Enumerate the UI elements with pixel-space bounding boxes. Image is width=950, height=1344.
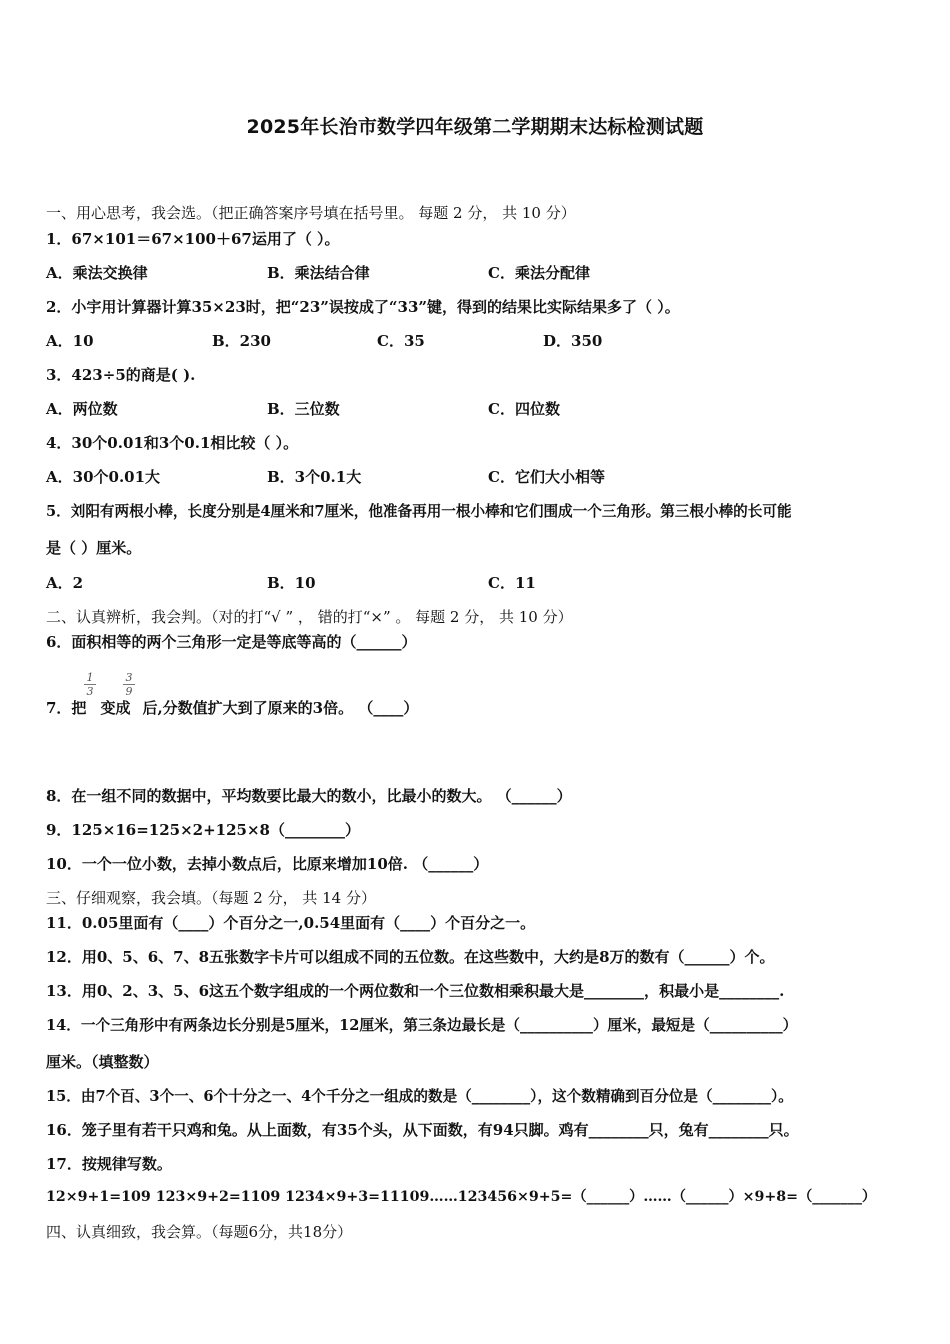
q4-option-b: B．3个0.1大 xyxy=(267,468,362,486)
q1-option-a: A．乘法交换律 xyxy=(46,264,148,282)
question-5-line-1: 5．刘阳有两根小棒，长度分别是4厘米和7厘米，他准备再用一根小棒和它们围成一个三角形。第三根小棒的长可能 xyxy=(46,503,792,520)
question-3: 3．423÷5的商是( ). xyxy=(46,366,196,384)
question-13: 13．用0、2、3、5、6这五个数字组成的一个两位数和一个三位数相乘积最大是________，积最小是________. xyxy=(46,982,785,1000)
q1-option-c: C．乘法分配律 xyxy=(488,264,590,282)
q1-option-b: B．乘法结合律 xyxy=(267,264,370,282)
question-15: 15．由7个百、3个一、6个十分之一、4个千分之一组成的数是（________），这个数精确到百分位是（________）。 xyxy=(46,1088,793,1105)
question-17: 17．按规律写数。 xyxy=(46,1155,172,1173)
question-17-sequence: 12×9+1=109 123×9+2=1109 1234×9+3=11109……123456×9+5=（______）……（______）×9+8=（_______） xyxy=(46,1189,877,1205)
q2-option-d: D．350 xyxy=(543,332,603,350)
question-6: 6．面积相等的两个三角形一定是等底等高的（______） xyxy=(46,633,417,651)
question-2: 2．小宇用计算器计算35×23时，把“23”误按成了“33”键，得到的结果比实际结果多了（ ）。 xyxy=(46,298,680,316)
q5-option-c: C．11 xyxy=(488,574,536,592)
q2-option-a: A．10 xyxy=(46,332,94,350)
q7-part-1: 7．把 xyxy=(46,699,87,717)
fraction-2-denominator: 9 xyxy=(125,685,133,698)
question-1: 1．67×101＝67×100＋67运用了（ ）。 xyxy=(46,230,340,248)
q4-option-c: C．它们大小相等 xyxy=(488,468,605,486)
q3-option-b: B．三位数 xyxy=(267,400,340,418)
q2-option-b: B．230 xyxy=(212,332,271,350)
question-5-line-2: 是（ ）厘米。 xyxy=(46,539,142,557)
question-14-line-1: 14．一个三角形中有两条边长分别是5厘米，12厘米，第三条边最长是（__________）厘米，最短是（__________） xyxy=(46,1017,798,1034)
q4-option-a: A．30个0.01大 xyxy=(46,468,161,486)
fraction-2-numerator: 3 xyxy=(125,671,133,684)
q3-option-c: C．四位数 xyxy=(488,400,560,418)
q7-part-2: 变成 xyxy=(100,699,131,717)
q7-part-3: 后,分数值扩大到了原来的3倍。 （____） xyxy=(142,699,419,717)
section-4-heading: 四、认真细致，我会算。（每题6分，共18分） xyxy=(46,1223,353,1241)
question-16: 16．笼子里有若干只鸡和兔。从上面数，有35个头，从下面数，有94只脚。鸡有________只，兔有________只。 xyxy=(46,1121,799,1139)
question-4: 4．30个0.01和3个0.1相比较（ ）。 xyxy=(46,434,299,452)
question-14-line-2: 厘米。（填整数） xyxy=(46,1053,159,1071)
q3-option-a: A．两位数 xyxy=(46,400,118,418)
fraction-1-numerator: 1 xyxy=(86,671,94,684)
question-12: 12．用0、5、6、7、8五张数字卡片可以组成不同的五位数。在这些数中，大约是8万的数有（______）个。 xyxy=(46,948,775,966)
question-7 xyxy=(46,697,418,718)
fraction-three-ninths xyxy=(123,672,135,697)
q5-option-b: B．10 xyxy=(267,574,316,592)
fraction-1-denominator: 3 xyxy=(86,685,94,698)
section-2-heading: 二、认真辨析，我会判。（对的打“√ ” ， 错的打“×” 。 每题 2 分， 共 10 分） xyxy=(46,608,573,626)
question-9: 9．125×16=125×2+125×8（________） xyxy=(46,821,360,839)
question-11: 11．0.05里面有（____）个百分之一,0.54里面有（____）个百分之一。 xyxy=(46,914,536,932)
page-title: 2025年长治市数学四年级第二学期期末达标检测试题 xyxy=(246,116,704,138)
question-8: 8．在一组不同的数据中，平均数要比最大的数小，比最小的数大。 （______） xyxy=(46,787,572,805)
section-1-heading: 一、用心思考，我会选。（把正确答案序号填在括号里。 每题 2 分， 共 10 分） xyxy=(46,204,576,222)
fraction-one-third xyxy=(84,672,96,697)
q5-option-a: A．2 xyxy=(46,574,84,592)
question-10: 10．一个一位小数，去掉小数点后，比原来增加10倍. （______） xyxy=(46,855,489,873)
section-3-heading: 三、仔细观察，我会填。（每题 2 分， 共 14 分） xyxy=(46,889,376,907)
q2-option-c: C．35 xyxy=(377,332,425,350)
